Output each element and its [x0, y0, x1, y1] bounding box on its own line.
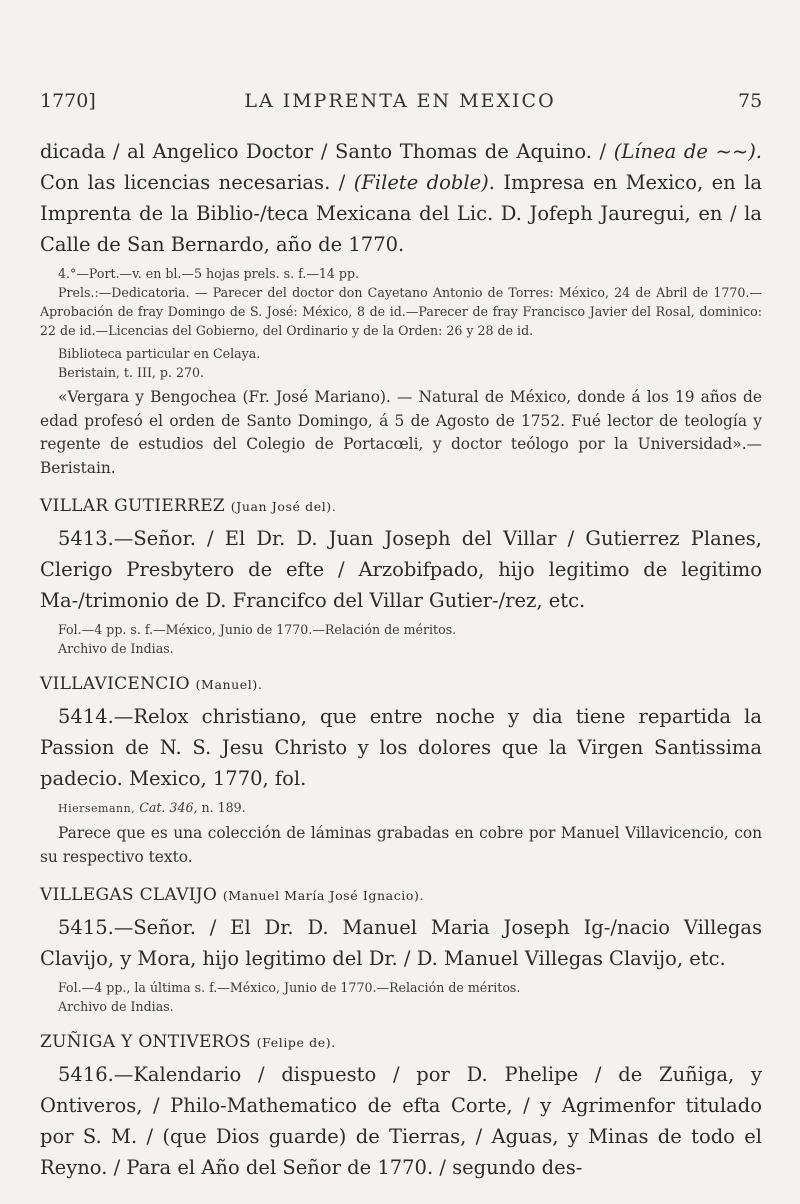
entry-location: Archivo de Indias. [58, 641, 174, 656]
entry-reference: Hiersemann, Cat. 346, n. 189. [58, 800, 246, 815]
entry-location: Archivo de Indias. [58, 999, 174, 1014]
page-number: 75 [738, 90, 763, 112]
author-heading: VILLEGAS CLAVIJO (Manuel María José Ignacio). [40, 885, 425, 905]
entry-physical-description: 4.°—Port.—v. en bl.—5 hojas prels. s. f.—14 pp. [58, 266, 360, 281]
entry-physical-description: Fol.—4 pp. s. f.—México, Junio de 1770.—Relación de méritos. [58, 622, 457, 637]
entry-note: «Vergara y Bengochea (Fr. José Mariano). — Natural de México, donde á los 19 años de edad profesó el orden de Santo Domingo, á 5 de Agosto de 1752. Fué lector de teología y regente de estudios del Colegio de Portacœli, y doctor teólogo por la Universidad».—Beristain. [40, 388, 762, 477]
entry-title-5413: 5413.—Señor. / El Dr. D. Juan Joseph del Villar / Gutierrez Planes, Clerigo Presbytero de efte / Arzobifpado, hijo legitimo de legitimo Ma-/trimonio de D. Francifco del Villar Gutier-/rez, etc. [40, 527, 762, 612]
page-body [40, 136, 762, 1183]
entry-title-5414: 5414.—Relox christiano, que entre noche y dia tiene repartida la Passion de N. S. Jesu Christo y los dolores que la Virgen Santissima padecio. Mexico, 1770, fol. [40, 705, 762, 790]
author-heading: ZUÑIGA Y ONTIVEROS (Felipe de). [40, 1032, 336, 1052]
entry-title-5416: 5416.—Kalendario / dispuesto / por D. Phelipe / de Zuñiga, y Ontiveros, / Philo-Mathematico de efta Corte, / y Agrimenfor titulado por S. M. / (que Dios guarde) de Tierras, / Aguas, y Minas de todo el Reyno. / Para el Año del Señor de 1770. / segundo des- [40, 1063, 762, 1179]
entry-note: Parece que es una colección de láminas grabadas en cobre por Manuel Villavicencio, con su respectivo texto. [40, 824, 762, 866]
entry-physical-description: Fol.—4 pp., la última s. f.—México, Junio de 1770.—Relación de méritos. [58, 980, 521, 995]
author-heading: VILLAVICENCIO (Manuel). [40, 674, 263, 694]
entry-location: Biblioteca particular en Celaya. [58, 346, 261, 361]
entry-continuation-title: dicada / al Angelico Doctor / Santo Thomas de Aquino. / (Línea de ~~). Con las licencias necesarias. / (Filete doble). Impresa en Mexico, en la Imprenta de la Biblio-/teca Mexicana del Lic. D. Jofeph Jauregui, en / la Calle de San Bernardo, año de 1770. [40, 140, 763, 256]
author-heading: VILLAR GUTIERREZ (Juan José del). [40, 496, 337, 516]
entry-preliminaries: Prels.:—Dedicatoria. — Parecer del doctor don Cayetano Antonio de Torres: México, 24 de Abril de 1770.—Aprobación de fray Domingo de S. José: México, 8 de id.—Parecer de fray Francisco Javier del Rosal, dominico: 22 de id.—Licencias del Gobierno, del Ordinario y de la Orden: 26 y 28 de id. [40, 285, 762, 338]
entry-reference: Beristain, t. III, p. 270. [58, 365, 205, 380]
running-head-title: LA IMPRENTA EN MEXICO [244, 90, 556, 112]
running-head-year: 1770] [40, 90, 96, 112]
entry-title-5415: 5415.—Señor. / El Dr. D. Manuel Maria Joseph Ig-/nacio Villegas Clavijo, y Mora, hijo legitimo del Dr. / D. Manuel Villegas Clavijo, etc. [40, 916, 762, 970]
